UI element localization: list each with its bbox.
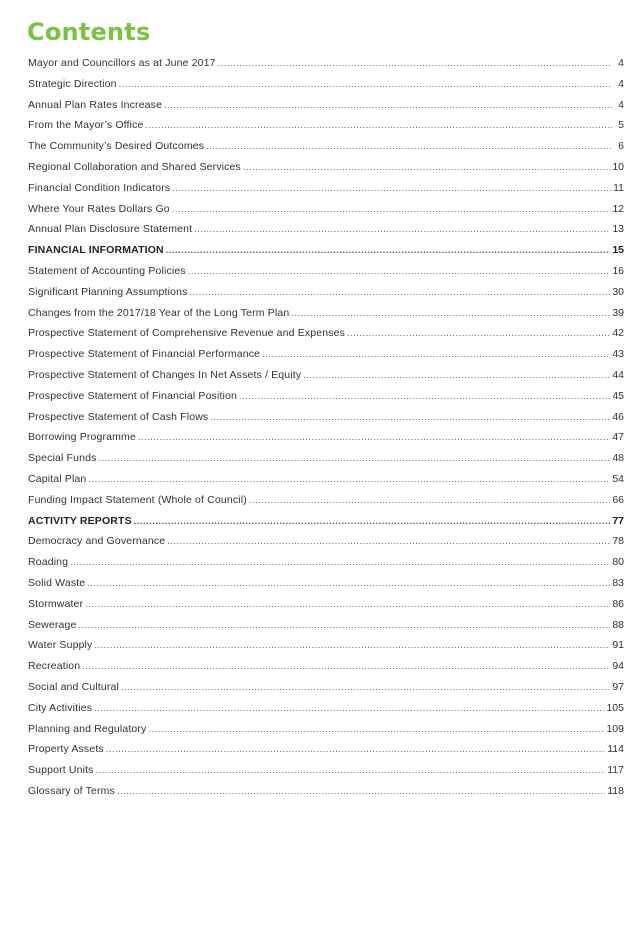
toc-entry-page-number: 45 (612, 389, 624, 402)
toc-entry[interactable] (28, 552, 624, 573)
dot-leader (243, 157, 610, 178)
toc-entry-page-number: 77 (612, 514, 624, 527)
toc-entry-label: Strategic Direction (28, 77, 117, 90)
toc-entry-label: Prospective Statement of Changes In Net Assets / Equity (28, 368, 302, 381)
dot-leader (249, 490, 610, 511)
toc-entry[interactable] (28, 157, 624, 178)
toc-entry-label: Mayor and Councillors as at June 2017 (28, 57, 216, 69)
toc-entry-page-number: 118 (607, 784, 624, 797)
dot-leader (166, 240, 611, 261)
dot-leader (78, 615, 610, 636)
toc-entry-label: The Community’s Desired Outcomes (28, 140, 205, 153)
toc-entry-page-number: 88 (612, 618, 624, 631)
toc-entry-page-number: 83 (612, 576, 624, 589)
dot-leader (164, 95, 612, 116)
dot-leader (218, 53, 612, 74)
toc-entry[interactable] (28, 490, 624, 511)
toc-section-heading[interactable] (28, 511, 624, 532)
toc-entry-label: Regional Collaboration and Shared Services (28, 160, 241, 173)
toc-section-heading[interactable] (28, 240, 624, 261)
table-of-contents (28, 53, 624, 802)
toc-entry[interactable] (28, 303, 624, 324)
toc-entry-label: Glossary of Terms (28, 784, 115, 797)
toc-entry-label: Planning and Regulatory (28, 722, 147, 735)
toc-entry-page-number: 46 (612, 410, 624, 423)
toc-entry-page-number: 109 (606, 722, 624, 735)
dot-leader (291, 303, 610, 324)
toc-entry-page-number: 4 (618, 57, 624, 69)
toc-entry-page-number: 42 (612, 327, 624, 340)
toc-entry-label: Roading (28, 556, 69, 569)
toc-entry-label: Sewerage (28, 618, 77, 631)
toc-entry-page-number: 78 (612, 535, 624, 548)
dot-leader (99, 448, 611, 469)
toc-entry-label: Social and Cultural (28, 680, 119, 693)
dot-leader (172, 199, 611, 220)
toc-entry-page-number: 4 (618, 98, 624, 111)
toc-entry-label: Water Supply (28, 639, 93, 652)
toc-entry-page-number: 54 (612, 472, 624, 485)
toc-entry-label: Prospective Statement of Financial Position (28, 389, 237, 402)
dot-leader (239, 386, 610, 407)
toc-entry-label: Where Your Rates Dollars Go (28, 202, 170, 215)
toc-entry[interactable] (28, 448, 624, 469)
dot-leader (119, 74, 612, 95)
dot-leader (138, 427, 610, 448)
toc-entry[interactable] (28, 178, 624, 199)
toc-entry-page-number: 48 (612, 452, 624, 465)
toc-entry-label: Borrowing Programme (28, 431, 136, 444)
toc-entry[interactable] (28, 136, 624, 157)
toc-entry[interactable] (28, 760, 624, 781)
toc-entry[interactable] (28, 261, 624, 282)
toc-entry-page-number: 114 (607, 743, 624, 756)
toc-entry[interactable] (28, 677, 624, 698)
dot-leader (117, 781, 605, 802)
toc-entry-label: Prospective Statement of Cash Flows (28, 410, 209, 423)
toc-entry-page-number: 91 (612, 639, 624, 652)
dot-leader (172, 178, 611, 199)
toc-entry[interactable] (28, 323, 624, 344)
toc-entry-label: Annual Plan Disclosure Statement (28, 223, 193, 236)
toc-entry-page-number: 66 (612, 493, 624, 506)
toc-entry[interactable] (28, 656, 624, 677)
toc-entry[interactable] (28, 615, 624, 636)
dot-leader (145, 115, 612, 136)
dot-leader (82, 656, 610, 677)
dot-leader (94, 698, 604, 719)
toc-entry-label: Statement of Accounting Policies (28, 264, 186, 277)
toc-entry[interactable] (28, 74, 624, 95)
toc-entry-label: Recreation (28, 660, 81, 673)
dot-leader (96, 760, 606, 781)
toc-entry-label: Special Funds (28, 452, 97, 465)
toc-entry-page-number: 13 (612, 223, 624, 236)
toc-entry-page-number: 94 (612, 660, 624, 673)
toc-entry-label: Significant Planning Assumptions (28, 285, 188, 298)
toc-entry[interactable] (28, 573, 624, 594)
toc-entry-label: Stormwater (28, 597, 84, 610)
toc-entry-label: Democracy and Governance (28, 535, 166, 548)
dot-leader (148, 719, 604, 740)
toc-entry-page-number: 44 (612, 368, 624, 381)
dot-leader (94, 635, 610, 656)
toc-entry-page-number: 105 (606, 701, 624, 714)
toc-entry-label: ACTIVITY REPORTS (28, 514, 132, 527)
toc-entry[interactable] (28, 219, 624, 240)
dot-leader (87, 573, 610, 594)
toc-entry[interactable] (28, 719, 624, 740)
dot-leader (194, 219, 610, 240)
toc-entry-label: Support Units (28, 764, 94, 777)
toc-entry-label: Prospective Statement of Financial Performance (28, 348, 261, 361)
toc-entry[interactable] (28, 365, 624, 386)
toc-entry[interactable] (28, 115, 624, 136)
toc-entry-page-number: 6 (618, 140, 624, 153)
toc-entry-page-number: 16 (612, 264, 624, 277)
toc-entry[interactable] (28, 739, 624, 760)
dot-leader (167, 531, 610, 552)
toc-entry[interactable] (28, 531, 624, 552)
dot-leader (189, 282, 610, 303)
toc-entry-page-number: 30 (612, 285, 624, 298)
toc-entry-label: City Activities (28, 701, 93, 714)
toc-entry[interactable] (28, 386, 624, 407)
toc-entry[interactable] (28, 95, 624, 116)
page-title: Contents (27, 18, 151, 46)
toc-entry-page-number: 5 (618, 119, 624, 132)
toc-entry-label: Annual Plan Rates Increase (28, 98, 163, 111)
dot-leader (206, 136, 612, 157)
toc-entry-label: Property Assets (28, 743, 104, 756)
toc-entry[interactable] (28, 781, 624, 802)
toc-entry-label: Financial Condition Indicators (28, 181, 171, 194)
toc-entry-label: FINANCIAL INFORMATION (28, 244, 164, 257)
toc-entry-page-number: 97 (612, 680, 624, 693)
dot-leader (85, 594, 610, 615)
toc-entry-page-number: 86 (612, 597, 624, 610)
dot-leader (347, 323, 610, 344)
dot-leader (88, 469, 610, 490)
dot-leader (188, 261, 611, 282)
toc-entry[interactable] (28, 407, 624, 428)
dot-leader (134, 511, 611, 532)
dot-leader (106, 739, 605, 760)
toc-entry[interactable] (28, 635, 624, 656)
toc-entry[interactable] (28, 427, 624, 448)
dot-leader (210, 407, 610, 428)
toc-entry-page-number: 80 (612, 556, 624, 569)
toc-entry-page-number: 47 (612, 431, 624, 444)
toc-entry[interactable] (28, 344, 624, 365)
dot-leader (262, 344, 610, 365)
dot-leader (303, 365, 610, 386)
toc-entry-label: Solid Waste (28, 576, 86, 589)
toc-entry[interactable] (28, 282, 624, 303)
toc-entry[interactable] (28, 469, 624, 490)
toc-entry[interactable] (28, 199, 624, 220)
toc-entry-label: From the Mayor’s Office (28, 119, 144, 132)
toc-entry-page-number: 10 (612, 160, 624, 173)
toc-entry-page-number: 39 (612, 306, 624, 319)
toc-entry[interactable] (28, 53, 624, 74)
toc-entry[interactable] (28, 594, 624, 615)
toc-entry-page-number: 117 (607, 764, 624, 777)
toc-entry-label: Prospective Statement of Comprehensive Revenue and Expenses (28, 327, 346, 340)
dot-leader (70, 552, 610, 573)
toc-entry-page-number: 12 (612, 202, 624, 215)
toc-entry-label: Funding Impact Statement (Whole of Council) (28, 493, 247, 506)
toc-entry-page-number: 15 (612, 244, 624, 257)
toc-entry-page-number: 11 (613, 181, 624, 194)
toc-entry-page-number: 4 (618, 77, 624, 90)
toc-entry-page-number: 43 (612, 348, 624, 361)
toc-entry-label: Changes from the 2017/18 Year of the Long Term Plan (28, 306, 290, 319)
dot-leader (121, 677, 610, 698)
toc-entry-label: Capital Plan (28, 472, 87, 485)
toc-entry[interactable] (28, 698, 624, 719)
